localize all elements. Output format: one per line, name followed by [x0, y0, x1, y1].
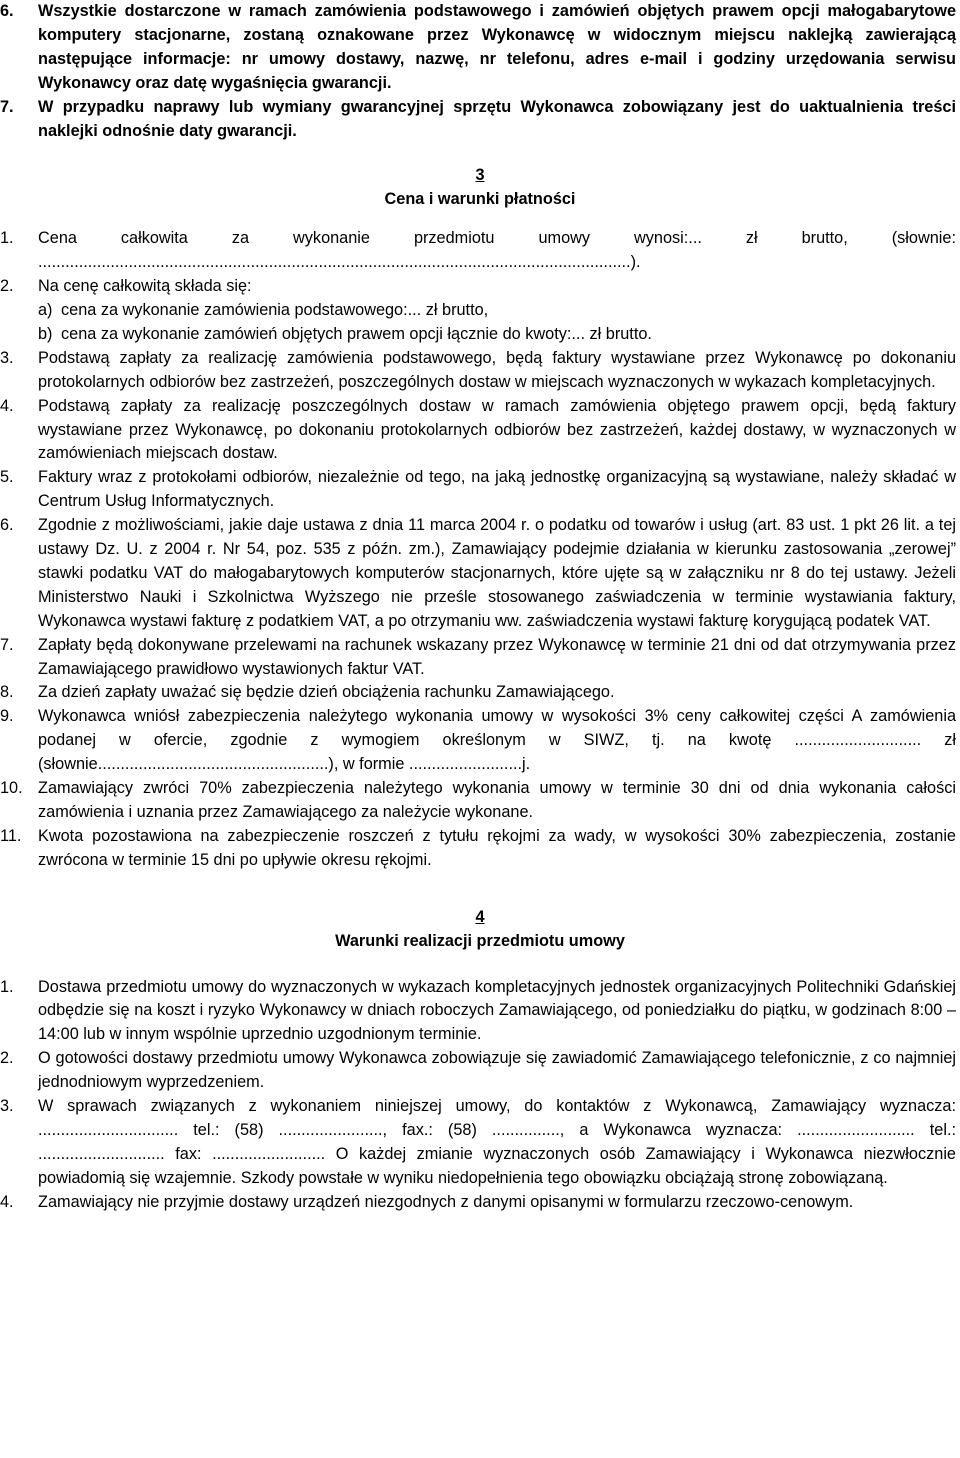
item-text: W przypadku naprawy lub wymiany gwarancyjnej sprzętu Wykonawca zobowiązany jest do uaktualnienia treści naklejki odnośnie daty gwarancji. — [38, 97, 956, 140]
list-item — [0, 466, 960, 514]
item-text: Kwota pozostawiona na zabezpieczenie roszczeń z tytułu rękojmi za wady, w wysokości 30% zabezpieczenia, zostanie zwrócona w terminie 15 dni po upływie okresu rękojmi. — [38, 826, 956, 869]
item-text: Zapłaty będą dokonywane przelewami na rachunek wskazany przez Wykonawcę w terminie 21 dni od dat otrzymywania przez Zamawiającego prawidłowo wystawionych faktur VAT. — [38, 635, 956, 678]
list-item — [0, 395, 960, 467]
list-item — [0, 275, 960, 347]
item-text: Wszystkie dostarczone w ramach zamówienia podstawowego i zamówień objętych prawem opcji małogabarytowe komputery stacjonarne, zostaną oznakowane przez Wykonawcę w widocznym miejscu naklejką zawierającą następujące informacje: nr umowy dostawy, nazwę, nr telefonu, adres e-mail i godziny urzędowania serwisu Wykonawcy oraz datę wygaśnięcia gwarancji. — [38, 2, 956, 92]
list-item — [0, 634, 960, 682]
item-text: Faktury wraz z protokołami odbiorów, niezależnie od tego, na jaką jednostkę organizacyjną są wystawiane, należy składać w Centrum Usług Informatycznych. — [38, 468, 956, 511]
item-number: 4. — [0, 396, 14, 415]
sub-item-text: cena za wykonanie zamówienia podstawowego:... zł brutto, — [61, 300, 489, 319]
item-text: O gotowości dostawy przedmiotu umowy Wykonawca zobowiązuje się zawiadomić Zamawiającego telefonicznie, z co najmniej jednodniowym wyprzedzeniem. — [38, 1049, 956, 1092]
item-number: 10. — [0, 779, 23, 798]
item-number: 2. — [0, 277, 14, 296]
item-number: 5. — [0, 468, 14, 487]
section-4-heading — [0, 906, 960, 954]
item-number: 11. — [0, 826, 22, 845]
list-item — [0, 705, 960, 777]
item-number: 3. — [0, 1097, 14, 1116]
item-text: Na cenę całkowitą składa się: — [38, 277, 252, 296]
item-number: 4. — [0, 1192, 14, 1211]
item-number: 6. — [0, 516, 14, 535]
item-number: 1. — [0, 977, 14, 996]
sub-item-letter: b) — [38, 324, 53, 343]
item-text: Za dzień zapłaty uważać się będzie dzień obciążenia rachunku Zamawiającego. — [38, 683, 615, 702]
paragraph-6-top — [0, 0, 960, 96]
sub-item — [38, 299, 956, 323]
item-number: 2. — [0, 1049, 14, 1068]
item-text: Zamawiający nie przyjmie dostawy urządzeń niezgodnych z danymi opisanymi w formularzu rzeczowo-cenowym. — [38, 1192, 854, 1211]
list-item — [0, 976, 960, 1048]
paragraph-7-top — [0, 96, 960, 144]
list-item — [0, 514, 960, 634]
item-text: Podstawą zapłaty za realizację poszczególnych dostaw w ramach zamówienia objętego prawem opcji, będą faktury wystawiane przez Wykonawcę, po dokonaniu protokolarnych odbiorów bez zastrzeżeń, każdej dostawy, w wyznaczonych w zamówieniach miejscach dostaw. — [38, 396, 956, 463]
list-item — [0, 347, 960, 395]
section-number: 4 — [475, 907, 485, 926]
item-number: 9. — [0, 707, 14, 726]
section-3-heading — [0, 164, 960, 212]
list-item — [0, 1047, 960, 1095]
section-4-body — [0, 976, 960, 1215]
list-item — [0, 777, 960, 825]
item-number: 7. — [0, 97, 14, 116]
list-item — [0, 825, 960, 873]
item-number: 8. — [0, 683, 14, 702]
list-item — [0, 227, 960, 275]
section-3-body — [0, 227, 960, 872]
list-item — [0, 681, 960, 705]
item-text: Cena całkowita za wykonanie przedmiotu umowy wynosi:... zł brutto, (słownie: ...................................................................................................................................). — [38, 229, 956, 272]
section-title: Cena i warunki płatności — [384, 190, 576, 209]
sub-item — [38, 323, 956, 347]
sub-item-text: cena za wykonanie zamówień objętych prawem opcji łącznie do kwoty:... zł brutto. — [61, 324, 652, 343]
item-number: 3. — [0, 348, 14, 367]
item-text: Zamawiający zwróci 70% zabezpieczenia należytego wykonania umowy w terminie 30 dni od dnia wykonania całości zamówienia i uznania przez Zamawiającego za należycie wykonane. — [38, 779, 956, 821]
item-text: Podstawą zapłaty za realizację zamówienia podstawowego, będą faktury wystawiane przez Wykonawcę po dokonaniu protokolarnych odbiorów bez zastrzeżeń, poszczególnych dostaw w miejscach wyznaczonych w wykazach kompletacyjnych. — [38, 348, 956, 391]
item-number: 7. — [0, 635, 14, 654]
sub-item-letter: a) — [38, 300, 53, 319]
item-number: 1. — [0, 229, 14, 248]
item-text: Dostawa przedmiotu umowy do wyznaczonych w wykazach kompletacyjnych jednostek organizacyjnych Politechniki Gdańskiej odbędzie się na koszt i ryzyko Wykonawcy w dniach roboczych Zamawiającego, od poniedziałku do piątku, w godzinach 8:00 – 14:00 lub w innym wspólnie uprzednio uzgodnionym terminie. — [38, 977, 956, 1044]
section-number: 3 — [475, 166, 485, 185]
list-item — [0, 1191, 960, 1215]
item-text: W sprawach związanych z wykonaniem niniejszej umowy, do kontaktów z Wykonawcą, Zamawiający wyznacza: ............................... tel.: (58) ......................., fax.: (58) ..............., a Wykonawca wyznacza: .......................... tel.: ............................ fax: ......................... O każdej zmianie wyznaczonych osób Zamawiający i Wykonawca niezwłocznie powiadomią się wzajemnie. Szkody powstałe w wyniku niedopełnienia tego obowiązku obciążają stronę zobowiązaną. — [38, 1097, 956, 1187]
item-number: 6. — [0, 2, 14, 20]
item-text: Wykonawca wniósł zabezpieczenia należytego wykonania umowy w wysokości 3% ceny całkowitej części A zamówienia podanej w ofercie, zgodnie z wymogiem określonym w SIWZ, tj. na kwotę ............................ zł (słownie...................................................), w formie .........................j. — [38, 707, 956, 774]
section-title: Warunki realizacji przedmiotu umowy — [335, 931, 625, 950]
item-text: Zgodnie z możliwościami, jakie daje ustawa z dnia 11 marca 2004 r. o podatku od towarów i usług (art. 83 ust. 1 pkt 26 lit. a tej ustawy Dz. U. z 2004 r. Nr 54, poz. 535 z późn. zm.), Zamawiający podejmie działania w kierunku zastosowania „zerowej” stawki podatku VAT do małogabarytowych komputerów stacjonarnych, które ujęte są w załączniku nr 8 do tej ustawy. Jeżeli Ministerstwo Nauki i Szkolnictwa Wyższego nie prześle stosowanego zaświadczenia w terminie wystawiania faktury, Wykonawca wystawi fakturę z podatkiem VAT, a po otrzymaniu ww. zaświadczenia wystawi fakturę korygującą podatek VAT. — [38, 516, 956, 630]
list-item — [0, 1095, 960, 1191]
